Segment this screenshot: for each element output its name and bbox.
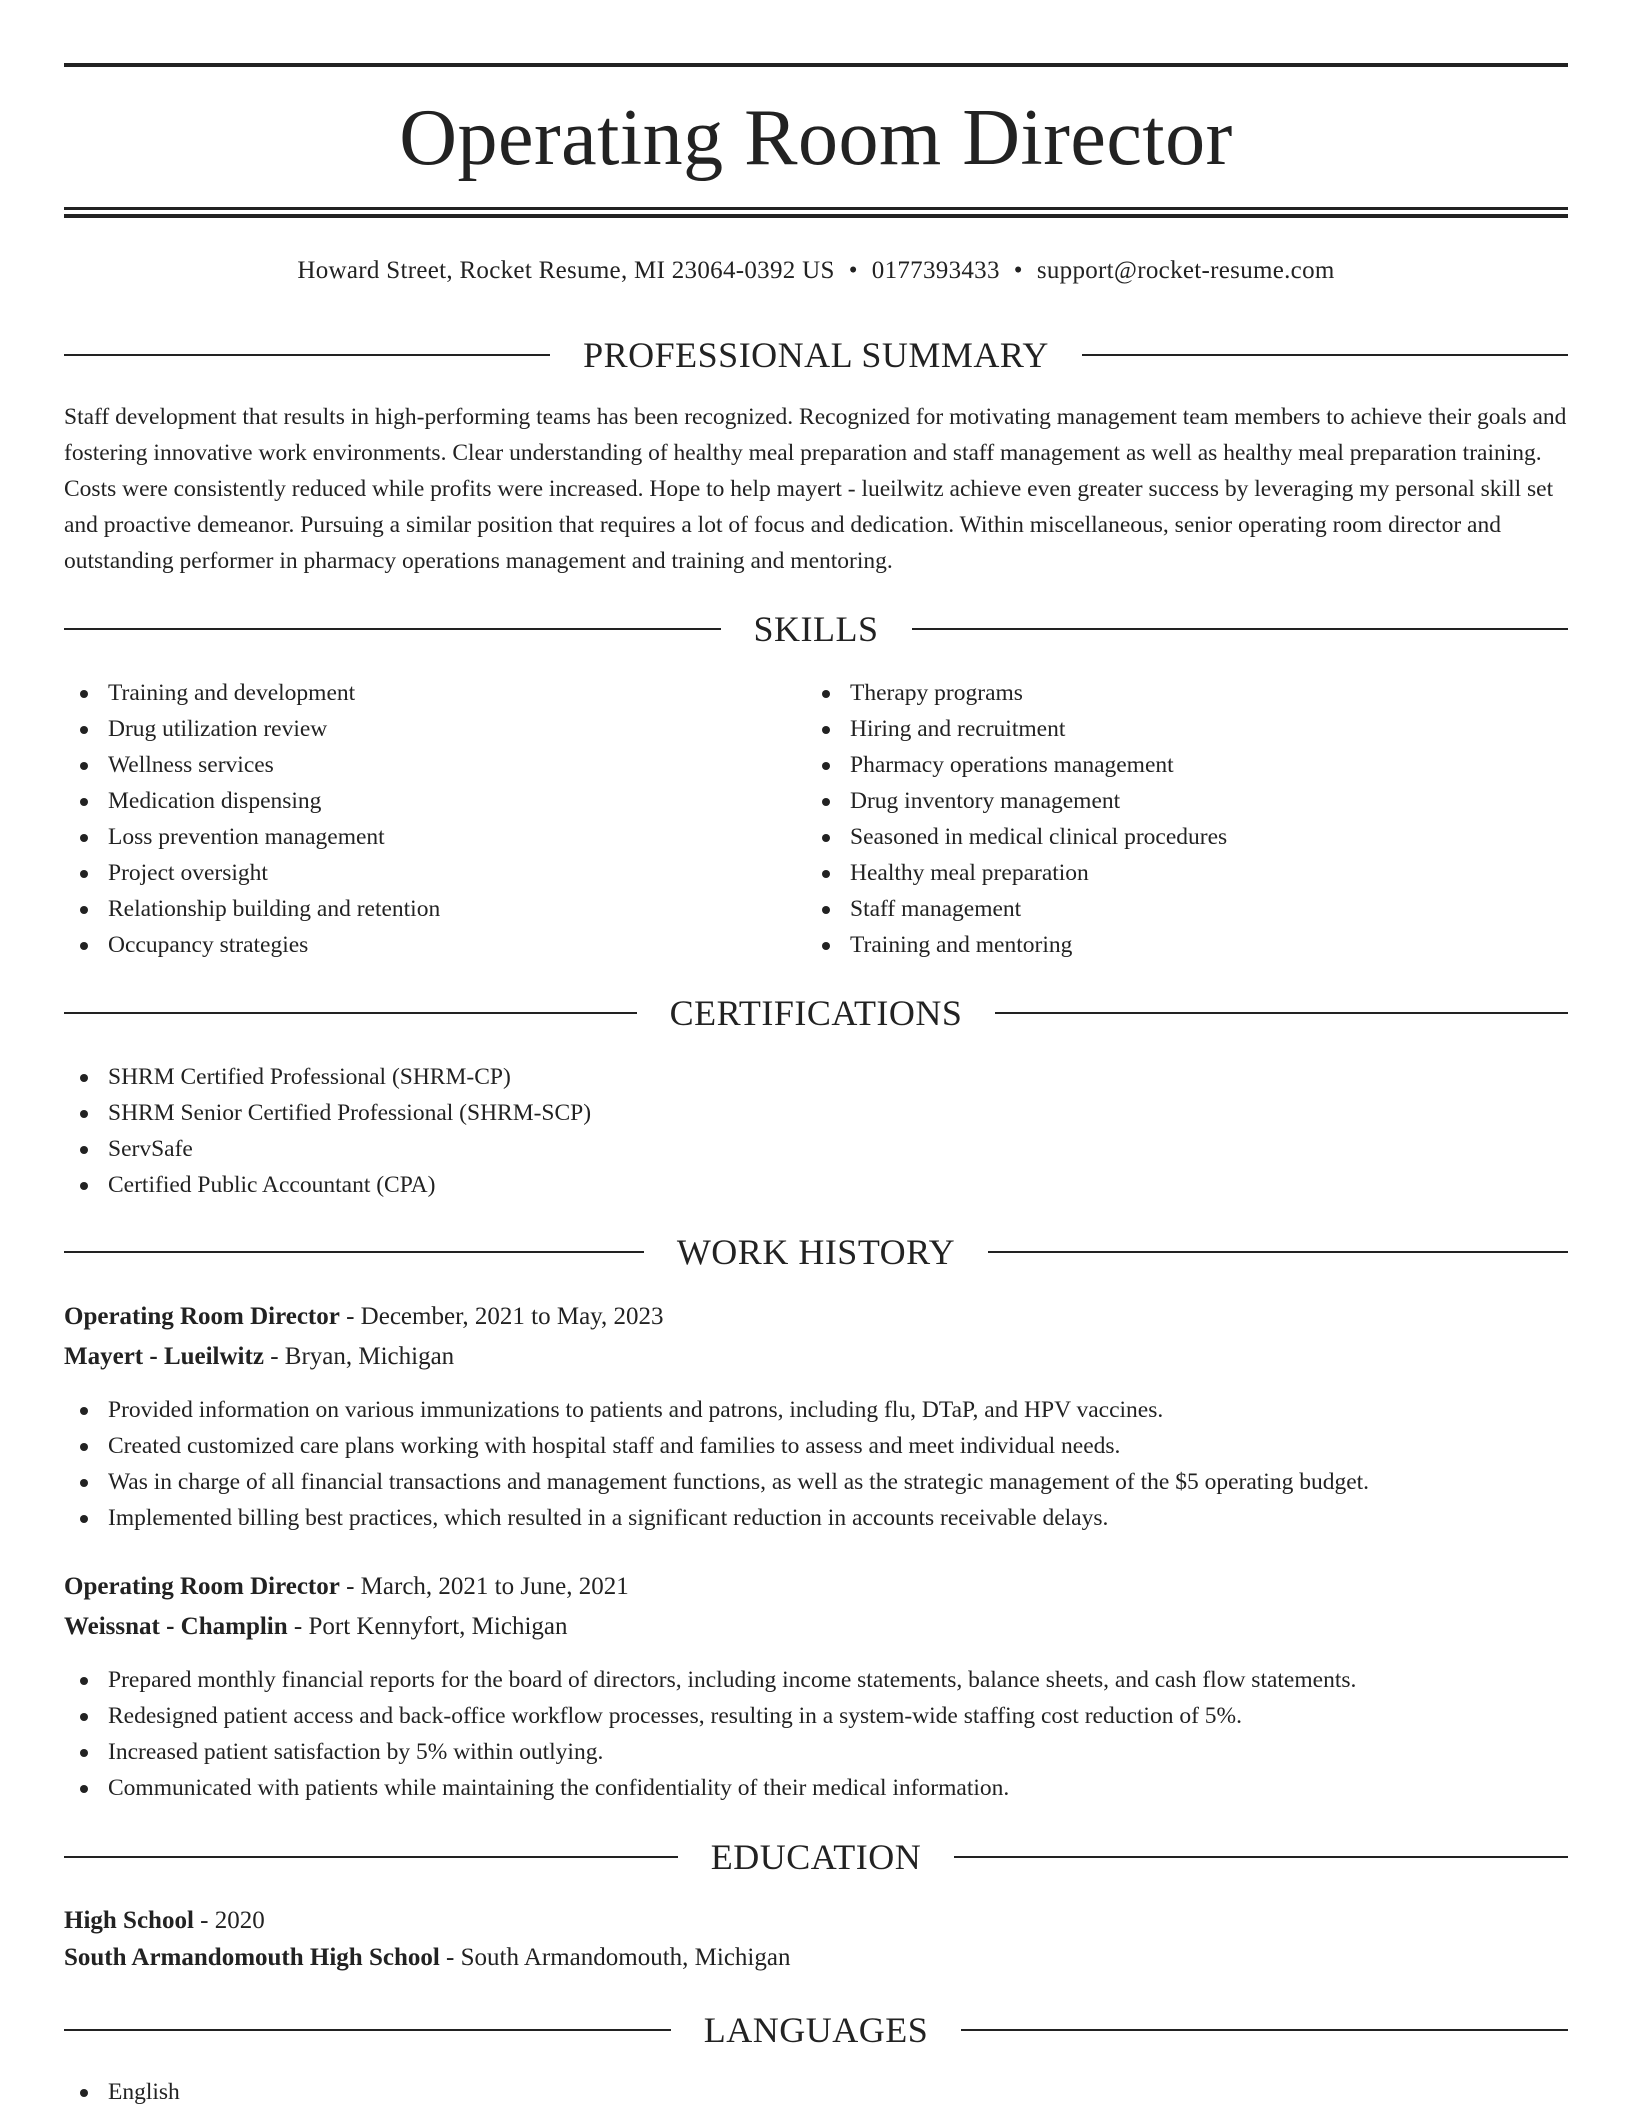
section-title: LANGUAGES xyxy=(703,2010,929,2050)
job-bullet-text: Increased patient satisfaction by 5% within outlying. xyxy=(108,1739,604,1765)
list-item xyxy=(64,1770,1568,1806)
bullet-icon xyxy=(80,906,88,914)
list-item xyxy=(806,927,1546,963)
skill-label: Wellness services xyxy=(108,752,274,778)
list-item xyxy=(64,819,804,855)
job-title-line xyxy=(64,1297,664,1337)
bullet-icon xyxy=(80,726,88,734)
job-location: - Bryan, Michigan xyxy=(263,1343,455,1370)
list-item xyxy=(64,1698,1568,1734)
bullet-icon xyxy=(80,1146,88,1154)
list-item xyxy=(64,1392,1568,1428)
bullet-icon xyxy=(80,798,88,806)
skill-label: Therapy programs xyxy=(850,680,1023,706)
bullet-icon xyxy=(822,726,830,734)
education-degree-line xyxy=(64,1901,265,1941)
certification-label: ServSafe xyxy=(108,1136,193,1162)
skill-label: Training and mentoring xyxy=(850,932,1073,958)
skill-label: Relationship building and retention xyxy=(108,896,441,922)
section-header-work xyxy=(64,1230,1568,1274)
job-dates: - December, 2021 to May, 2023 xyxy=(339,1303,664,1330)
skill-label: Staff management xyxy=(850,896,1022,922)
skill-label: Training and development xyxy=(108,680,356,706)
skill-label: Healthy meal preparation xyxy=(850,860,1089,886)
section-rule xyxy=(961,2029,1568,2031)
list-item xyxy=(64,1059,1568,1095)
bullet-icon xyxy=(80,1677,88,1685)
contact-separator: • xyxy=(848,257,858,284)
list-item xyxy=(64,927,804,963)
education-location: - South Armandomouth, Michigan xyxy=(439,1944,791,1971)
bullet-icon xyxy=(80,1713,88,1721)
section-rule xyxy=(64,2029,671,2031)
education-school: South Armandomouth High School xyxy=(64,1944,440,1971)
bullet-icon xyxy=(80,870,88,878)
list-item xyxy=(64,747,804,783)
list-item xyxy=(806,783,1546,819)
job-dates: - March, 2021 to June, 2021 xyxy=(339,1573,629,1600)
bullet-icon xyxy=(80,1443,88,1451)
section-header-certifications xyxy=(64,991,1568,1035)
list-item xyxy=(64,1464,1568,1500)
contact-line xyxy=(64,255,1568,287)
bullet-icon xyxy=(80,1407,88,1415)
bullet-icon xyxy=(80,2089,88,2097)
job-title: Operating Room Director xyxy=(64,1573,340,1600)
bullet-icon xyxy=(80,1749,88,1757)
certification-label: Certified Public Accountant (CPA) xyxy=(108,1172,436,1198)
job-company-line xyxy=(64,1337,454,1377)
section-header-summary xyxy=(64,333,1568,377)
job-title-line xyxy=(64,1567,629,1607)
list-item xyxy=(64,855,804,891)
job-bullets xyxy=(64,1392,1568,1536)
contact-phone: 0177393433 xyxy=(871,257,1000,284)
bullet-icon xyxy=(822,942,830,950)
job-company-line xyxy=(64,1607,567,1647)
list-item xyxy=(64,675,804,711)
list-item xyxy=(806,747,1546,783)
contact-email[interactable]: support@rocket-resume.com xyxy=(1036,257,1335,284)
bullet-icon xyxy=(80,1785,88,1793)
list-item xyxy=(806,891,1546,927)
job-location: - Port Kennyfort, Michigan xyxy=(287,1613,568,1640)
certifications-list xyxy=(64,1059,1568,1203)
section-header-education xyxy=(64,1835,1568,1879)
skills-list-left xyxy=(64,675,804,963)
list-item xyxy=(806,855,1546,891)
list-item xyxy=(64,1167,1568,1203)
contact-address: Howard Street, Rocket Resume, MI 23064-0392 US xyxy=(297,257,835,284)
skill-label: Drug utilization review xyxy=(108,716,328,742)
section-rule xyxy=(912,628,1569,630)
resume-name: Operating Room Director xyxy=(399,94,1233,182)
bullet-icon xyxy=(80,1515,88,1523)
summary-paragraph: Staff development that results in high-performing teams has been recognized. Recognized for motivating management team members to achieve their goals and fostering innovative work environments. Clear understanding of healthy meal preparation and staff management as well as healthy meal preparation training. Costs were consistently reduced while profits were increased. Hope to help mayert - lueilwitz achieve even greater success by leveraging my personal skill set and proactive demeanor. Pursuing a similar position that requires a lot of focus and dedication. Within miscellaneous, senior operating room director and outstanding performer in pharmacy operations management and training and mentoring. xyxy=(64,404,1567,574)
section-rule xyxy=(988,1251,1568,1253)
section-rule xyxy=(64,354,550,356)
bullet-icon xyxy=(80,1074,88,1082)
section-title: CERTIFICATIONS xyxy=(669,993,963,1033)
list-item xyxy=(64,1662,1568,1698)
bullet-icon xyxy=(822,690,830,698)
skills-list-right xyxy=(806,675,1546,963)
section-rule xyxy=(995,1012,1568,1014)
job-bullet-text: Communicated with patients while maintaining the confidentiality of their medical information. xyxy=(108,1775,1010,1801)
job-bullets xyxy=(64,1662,1568,1806)
section-rule xyxy=(64,1251,644,1253)
bullet-icon xyxy=(822,798,830,806)
section-rule xyxy=(64,1856,678,1858)
bullet-icon xyxy=(80,1479,88,1487)
job-company: Mayert - Lueilwitz xyxy=(64,1343,264,1370)
section-title: SKILLS xyxy=(753,609,879,649)
education-school-line xyxy=(64,1938,790,1978)
education-year: - 2020 xyxy=(193,1907,265,1934)
skill-label: Hiring and recruitment xyxy=(850,716,1066,742)
education-degree: High School xyxy=(64,1907,194,1934)
skill-label: Seasoned in medical clinical procedures xyxy=(850,824,1228,850)
bullet-icon xyxy=(80,942,88,950)
job-bullet-text: Created customized care plans working with hospital staff and families to assess and meet individual needs. xyxy=(108,1433,1121,1459)
list-item xyxy=(64,1428,1568,1464)
languages-list xyxy=(64,2074,1568,2110)
bullet-icon xyxy=(80,1182,88,1190)
section-rule xyxy=(954,1856,1568,1858)
section-rule xyxy=(64,628,721,630)
list-item xyxy=(806,675,1546,711)
list-item xyxy=(64,2074,1568,2110)
header-top-rule xyxy=(64,63,1568,67)
section-rule xyxy=(64,1012,637,1014)
bullet-icon xyxy=(80,690,88,698)
list-item xyxy=(64,891,804,927)
header-bottom-rule xyxy=(64,207,1568,210)
list-item xyxy=(64,783,804,819)
section-header-skills xyxy=(64,607,1568,651)
section-title: PROFESSIONAL SUMMARY xyxy=(583,335,1049,375)
bullet-icon xyxy=(822,870,830,878)
skill-label: Project oversight xyxy=(108,860,268,886)
bullet-icon xyxy=(822,834,830,842)
list-item xyxy=(806,819,1546,855)
list-item xyxy=(806,711,1546,747)
list-item xyxy=(64,711,804,747)
bullet-icon xyxy=(80,1110,88,1118)
skill-label: Medication dispensing xyxy=(108,788,322,814)
job-bullet-text: Provided information on various immunizations to patients and patrons, including flu, DTaP, and HPV vaccines. xyxy=(108,1397,1164,1423)
job-bullet-text: Was in charge of all financial transactions and management functions, as well as the strategic management of the $5 operating budget. xyxy=(108,1469,1370,1495)
skill-label: Drug inventory management xyxy=(850,788,1121,814)
section-header-languages xyxy=(64,2008,1568,2052)
section-title: EDUCATION xyxy=(710,1837,922,1877)
bullet-icon xyxy=(822,762,830,770)
language-label: English xyxy=(108,2079,180,2105)
list-item xyxy=(64,1131,1568,1167)
skill-label: Occupancy strategies xyxy=(108,932,309,958)
job-title: Operating Room Director xyxy=(64,1303,340,1330)
list-item xyxy=(64,1500,1568,1536)
job-bullet-text: Implemented billing best practices, which resulted in a significant reduction in accounts receivable delays. xyxy=(108,1505,1109,1531)
bullet-icon xyxy=(80,834,88,842)
skill-label: Pharmacy operations management xyxy=(850,752,1174,778)
list-item xyxy=(64,1734,1568,1770)
job-bullet-text: Redesigned patient access and back-office workflow processes, resulting in a system-wide staffing cost reduction of 5%. xyxy=(108,1703,1242,1729)
header-bottom-rule-second xyxy=(64,214,1568,218)
bullet-icon xyxy=(822,906,830,914)
contact-separator: • xyxy=(1013,257,1023,284)
job-bullet-text: Prepared monthly financial reports for the board of directors, including income statements, balance sheets, and cash flow statements. xyxy=(108,1667,1357,1693)
section-rule xyxy=(1082,354,1568,356)
certification-label: SHRM Certified Professional (SHRM-CP) xyxy=(108,1064,511,1090)
certification-label: SHRM Senior Certified Professional (SHRM-SCP) xyxy=(108,1100,592,1126)
section-title: WORK HISTORY xyxy=(676,1232,956,1272)
job-company: Weissnat - Champlin xyxy=(64,1613,288,1640)
list-item xyxy=(64,1095,1568,1131)
bullet-icon xyxy=(80,762,88,770)
skill-label: Loss prevention management xyxy=(108,824,385,850)
